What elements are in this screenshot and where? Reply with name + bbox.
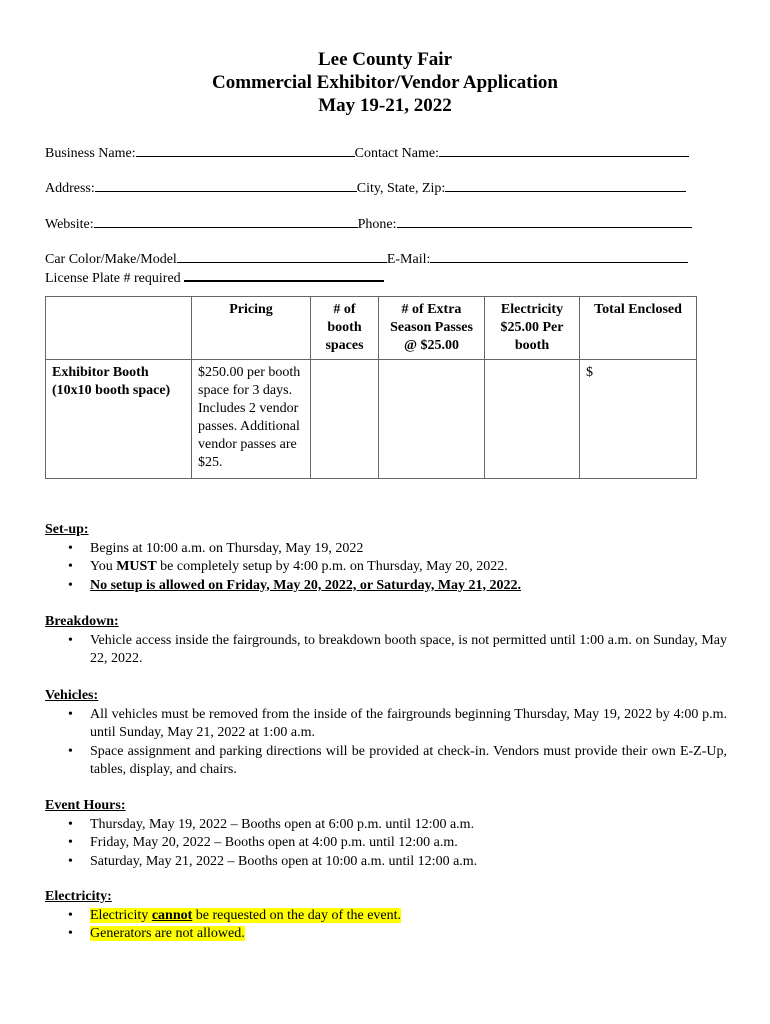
list-item [90, 853, 727, 872]
setup-item-2-bold: MUST [116, 559, 157, 574]
header-extra-passes: # of Extra Season Passes @ $25.00 [379, 297, 485, 360]
header-empty-cell [46, 297, 192, 360]
license-field[interactable] [184, 267, 384, 282]
contact-name-field[interactable] [439, 143, 689, 157]
setup-item-2-post: be completely setup by 4:00 p.m. on Thursday, May 20, 2022. [156, 559, 508, 574]
address-label: Address: [45, 181, 95, 196]
header-electricity: Electricity $25.00 Per booth [485, 297, 580, 360]
list-item [90, 834, 727, 853]
header-pricing: Pricing [192, 297, 311, 360]
booth-spaces-cell[interactable] [311, 360, 379, 479]
breakdown-title: Breakdown: [45, 614, 119, 629]
list-item [90, 706, 727, 743]
table-header-row [46, 297, 697, 360]
list-item [90, 925, 727, 944]
table-row [46, 360, 697, 479]
breakdown-section [45, 613, 727, 669]
breakdown-item-1: Vehicle access inside the fairgrounds, to breakdown booth space, is not permitted until 1:00 a.m. on Sunday, May 22, 2022. [90, 632, 727, 666]
event-hours-item-2: Friday, May 20, 2022 – Booths open at 4:00 p.m. until 12:00 a.m. [90, 835, 458, 850]
business-contact-row [45, 143, 705, 162]
total-cell[interactable]: $ [580, 360, 697, 479]
header-booth-spaces: # of booth spaces [311, 297, 379, 360]
breakdown-list [45, 632, 727, 669]
electricity-section [45, 888, 727, 944]
phone-field[interactable] [397, 214, 692, 228]
list-item [90, 558, 727, 577]
vehicles-section [45, 687, 727, 780]
setup-title: Set-up: [45, 522, 89, 537]
car-label: Car Color/Make/Model [45, 252, 177, 267]
email-field[interactable] [430, 249, 688, 263]
setup-section [45, 521, 727, 595]
fair-title: Lee County Fair [317, 49, 453, 70]
car-field[interactable] [177, 249, 387, 263]
price-cell: $250.00 per booth space for 3 days. Includes 2 vendor passes. Additional vendor passes are $25. [192, 360, 311, 479]
car-email-row [45, 249, 705, 268]
electricity-cell[interactable] [485, 360, 580, 479]
list-item [90, 816, 727, 835]
address-field[interactable] [95, 178, 357, 192]
electricity-list [45, 907, 727, 944]
list-item [90, 632, 727, 669]
setup-item-2-pre: You [90, 559, 117, 574]
event-hours-list [45, 816, 727, 872]
vehicles-title: Vehicles: [45, 688, 99, 703]
website-label: Website: [45, 217, 94, 232]
list-item [90, 743, 727, 780]
setup-item-1: Begins at 10:00 a.m. on Thursday, May 19, 2022 [90, 540, 364, 556]
event-hours-section [45, 797, 727, 871]
setup-item-3: No setup is allowed on Friday, May 20, 2022, or Saturday, May 21, 2022. [90, 577, 522, 593]
vehicles-item-2: Space assignment and parking directions will be provided at check-in. Vendors must provide their own E-Z-Up, tables, display, and chairs. [90, 743, 727, 777]
item-cell: Exhibitor Booth (10x10 booth space) [46, 360, 192, 479]
setup-list [45, 540, 727, 596]
license-label: License Plate # required [45, 271, 181, 286]
electricity-title: Electricity: [45, 889, 112, 904]
business-name-field[interactable] [136, 143, 355, 157]
website-phone-row [45, 214, 705, 233]
header-total: Total Enclosed [580, 297, 697, 360]
event-hours-item-3: Saturday, May 21, 2022 – Booths open at 10:00 a.m. until 12:00 a.m. [90, 853, 478, 869]
extra-passes-cell[interactable] [379, 360, 485, 479]
city-state-zip-field[interactable] [445, 178, 686, 192]
event-hours-item-1: Thursday, May 19, 2022 – Booths open at 6:00 p.m. until 12:00 a.m. [90, 816, 475, 832]
list-item [90, 907, 727, 926]
list-item [90, 540, 727, 559]
electricity-item-1-post: be requested on the day of the event. [192, 907, 402, 923]
address-row [45, 178, 705, 197]
contact-name-label: Contact Name: [354, 146, 439, 161]
pricing-table [45, 296, 697, 479]
electricity-item-1 [90, 908, 401, 923]
vehicles-list [45, 706, 727, 780]
event-dates: May 19-21, 2022 [318, 95, 452, 116]
electricity-item-1-pre: Electricity [90, 907, 152, 923]
electricity-item-2: Generators are not allowed. [90, 926, 245, 941]
application-title: Commercial Exhibitor/Vendor Application [212, 72, 558, 93]
vehicles-item-1: All vehicles must be removed from the inside of the fairgrounds beginning Thursday, May 19, 2022 by 4:00 p.m. until Sunday, May 21, 2022 at 1:00 a.m. [90, 706, 727, 740]
license-row [45, 267, 705, 287]
phone-label: Phone: [357, 217, 397, 232]
city-state-zip-label: City, State, Zip: [356, 181, 446, 196]
email-label: E-Mail: [386, 252, 431, 267]
business-name-label: Business Name: [45, 146, 136, 161]
event-hours-title: Event Hours: [45, 798, 126, 813]
website-field[interactable] [94, 214, 358, 228]
list-item [90, 577, 727, 596]
electricity-item-1-bold: cannot [151, 907, 193, 923]
